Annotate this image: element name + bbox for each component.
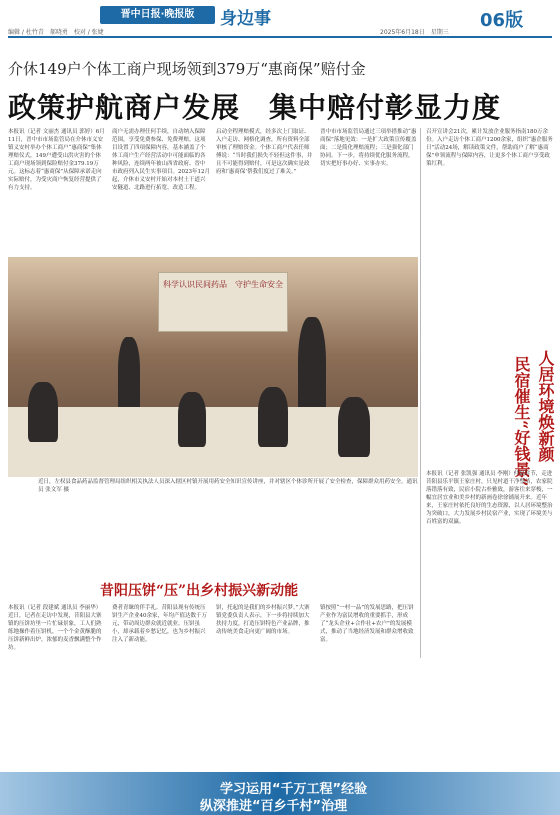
issue-date: 2025年6月18日 星期三 [380,29,449,36]
page-number-digits: 06 [480,10,506,31]
side-article-title-2: 民宿催生“好钱景” [512,356,531,487]
header-rule [8,36,552,38]
article2-headline: 昔阳压饼“压”出乡村振兴新动能 [100,583,299,599]
article2-column-4: 镇按照“一村一品”的发展思路，把压饼产业作为富民增收的重要抓手，形成了“龙头企业+合作社+农户”的发展模式，推动了当地经济发展和群众增收致富。 [320,605,414,643]
photo-person [338,397,370,457]
article2-column-2: 费者青睐的伴手礼。昔阳县现有传统压饼生产企业40余家，年均产值达数千万元，带动周边群众就近就业。压饼虽小，却承载着乡愁记忆，也为乡村振兴注入了新动能。 [112,605,207,643]
footer-banner [0,772,560,815]
photo-person [118,337,140,417]
article-subhead: 介休149户个体工商户现场领到379万“惠商保”赔付金 [8,60,366,78]
article-column-3: 启动全程理赔模式，经多次上门取证、入户走访、网格化调查，所有资料全部审核了理赔资金。个体工商户代表任师傅说：“当时我们损失不轻但这件事，并且不可能得到赔付，可是这次确实是政府和‘惠商保’帮我们度过了难关。” [216,129,313,175]
article2-body [8,604,418,769]
photo-person [258,387,288,447]
editors-line: 编辑 / 杜竹青 郝哓勇 校对 / 张婕 [8,29,104,36]
news-photo [8,257,418,477]
photo-person [28,382,58,442]
side-article-body: 本报讯（记者 张凯强 通讯员 李刚）仲夏时节，走进昔阳县乐平镇王家庄村，只见村道干净整洁，农家院落错落有致，民宿小院古朴雅致，游客往来穿梭，一幅宜居宜业和美乡村的新画卷徐徐铺展开来。近年来，王家庄村依托良好的生态资源，以人居环境整治为突破口，大力发展乡村民宿产业，实现了环境美与百姓富的双赢。 [426,471,553,525]
footer-slogan-1: 学习运用“千万工程”经验 [220,782,368,797]
article-body [8,128,418,253]
page-number [480,6,523,32]
article-column-1: 本报讯（记者 文丽杰 通讯员 郭婷）6月11日，晋中市市场监管局在介休市义安镇义安村举办个体工商户“惠商保”集体理赔仪式，149户遭受山洪灾害的个体工商户现场领到保险赔付金379.19万元。这标志着“惠商保”从保障承诺走向实际赔付，为受灾商户恢复经营提供了有力支持。 [8,129,105,191]
article-column-2: 商户无需办理任何手续，自动纳入保障范围，享受免费参保、免费理赔。这项目设置了四项保障内容，基本涵盖了个体工商户生产经营活动中可能面临的各种风险，连续两年被山西省政府、晋中市政府列入民生实事项目。2023年12月起，介休市义安村开始对本村土干道兴安隧道、北路进行拓宽、改造工程。 [112,129,210,191]
page-number-suffix: 版 [505,10,524,31]
article2-column-1: 本报讯（记者 段建斌 通讯员 李丽华）近日，记者在走访中发现，昔阳县大寨镇的压饼坊里一片忙碌景象，工人们熟练地操作着压饼机，一个个金黄酥脆的压饼新鲜出炉，浓郁的麦香飘满整个作坊。 [8,605,102,651]
newspaper-logo: 晋中日报·晚报版 [100,6,215,24]
photo-caption: 近日，左权县食品药品监督管理局组织相关执法人员深入辖区村镇开展用药安全知识宣传讲座，并对辖区个体诊所开展了安全检查，保障群众用药安全。通讯员 张文军 摄 [38,479,418,493]
article-column-4: 晋中市市场监管局通过三项举措推动“惠商保”落地见效：一是扩大政策宣传覆盖面；二是简化理赔流程；三是强化部门协同。下一步，将持续优化服务流程，切实把好事办好、实事办实。 [320,129,417,167]
column-divider [420,128,421,658]
article2-column-3: 饼，托起的是我们的乡村振兴梦。”大寨镇党委负责人表示，下一步将持续加大扶持力度，打造压饼特色产业品牌，推动传统美食走向更广阔的市场。 [216,605,310,635]
side-article-title: 人居环境焕新颜 [536,350,555,462]
photo-banner: 科学认识民间药品 守护生命安全 [158,272,288,332]
footer-slogan-2: 纵深推进“百乡千村”治理 [200,799,348,814]
masthead [0,2,560,26]
photo-person [178,392,206,447]
article-headline: 政策护航商户发展 集中赔付彰显力度 [8,91,502,124]
section-title: 身边事 [220,9,271,29]
right-column-text: 召开宣讲会21次，累计发放企业服务指南180万余份。入户走访个体工商户1200余家，组织“惠企服务日”活动24场，解读政策文件，帮助商户了解“惠商保”申领流程与保障内容，让更多个体工商户享受政策红利。 [426,129,553,167]
